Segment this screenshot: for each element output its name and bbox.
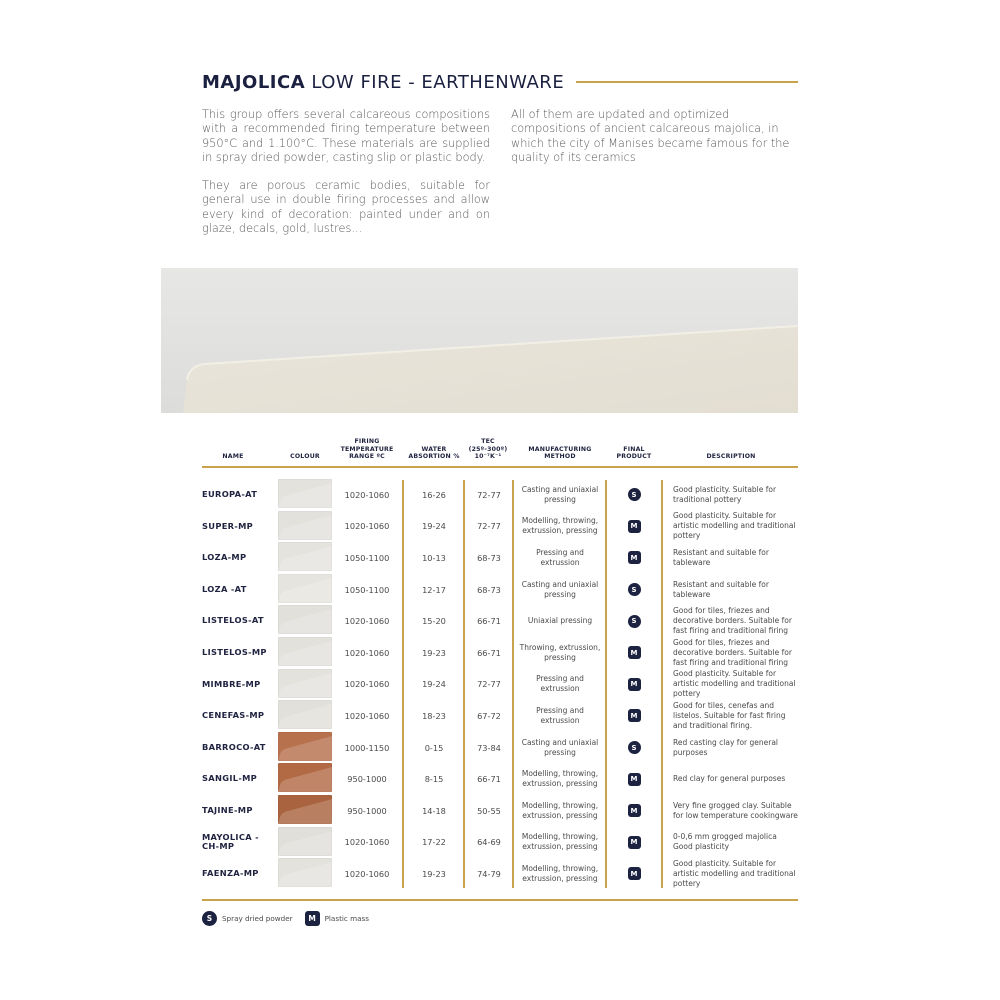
title-light: LOW FIRE - EARTHENWARE — [305, 71, 565, 93]
manufacturing-method: Modelling, throwing, extrussion, pressing — [521, 800, 599, 820]
material-name: BARROCO-AT — [202, 741, 266, 752]
water-absorption: 15-20 — [422, 616, 446, 627]
final-product-cell — [608, 605, 660, 637]
firing-range: 1020-1060 — [344, 868, 390, 879]
header-tec: TEC (25º-300º) 10⁻⁷K⁻¹ — [468, 438, 508, 460]
table-row — [202, 511, 798, 543]
header-firing: FIRING TEMPERATURE RANGE ºC — [340, 438, 394, 460]
material-description: Resistant and suitable for tableware — [673, 579, 769, 599]
final-product-cell — [608, 827, 660, 859]
material-description: Good plasticity. Suitable for artistic modelling and traditional pottery — [673, 511, 796, 541]
water-absorption: 19-23 — [422, 868, 446, 879]
header-colour: COLOUR — [290, 452, 320, 460]
material-description: Good plasticity. Suitable for artistic modelling and traditional pottery — [673, 858, 796, 888]
final-product-badge-icon: M — [628, 773, 641, 786]
table-row — [202, 479, 798, 511]
manufacturing-method: Pressing and extrussion — [536, 547, 584, 567]
table-row — [202, 732, 798, 764]
final-product-cell — [608, 732, 660, 764]
table-row — [202, 700, 798, 732]
firing-range: 1020-1060 — [344, 679, 390, 690]
final-product-cell — [608, 574, 660, 606]
title-rule — [576, 81, 798, 83]
table-row — [202, 827, 798, 859]
firing-range: 950-1000 — [347, 805, 387, 816]
final-product-badge-icon: S — [628, 488, 641, 501]
material-name: FAENZA-MP — [202, 868, 259, 879]
water-absorption: 8-15 — [424, 774, 444, 785]
manufacturing-method: Throwing, extrussion, pressing — [519, 642, 601, 662]
table-row — [202, 763, 798, 795]
tec-value: 66-71 — [477, 647, 501, 658]
legend-spray-label: Spray dried powder — [222, 913, 293, 923]
intro-column-1 — [202, 108, 490, 236]
water-absorption: 19-24 — [422, 679, 446, 690]
material-name: CENEFAS-MP — [202, 710, 265, 721]
firing-range: 950-1000 — [347, 774, 387, 785]
water-absorption: 16-26 — [422, 489, 446, 500]
final-product-badge-icon: S — [628, 615, 641, 628]
final-product-cell — [608, 542, 660, 574]
firing-range: 1020-1060 — [344, 489, 390, 500]
manufacturing-method: Casting and uniaxial pressing — [521, 484, 599, 504]
manufacturing-method: Modelling, throwing, extrussion, pressing — [521, 516, 599, 536]
water-absorption: 18-23 — [422, 710, 446, 721]
firing-range: 1020-1060 — [344, 521, 390, 532]
manufacturing-method: Modelling, throwing, extrussion, pressing — [521, 832, 599, 852]
colour-swatch — [278, 763, 332, 792]
firing-range: 1020-1060 — [344, 616, 390, 627]
colour-swatch — [278, 795, 332, 824]
final-product-cell — [608, 637, 660, 669]
header-method: MANUFACTURING METHOD — [528, 445, 592, 460]
table-row — [202, 605, 798, 637]
tec-value: 74-79 — [477, 868, 501, 879]
final-product-badge-icon: S — [628, 741, 641, 754]
water-absorption: 19-23 — [422, 647, 446, 658]
final-product-badge-icon: M — [628, 646, 641, 659]
firing-range: 1000-1150 — [344, 742, 390, 753]
legend-item-spray — [202, 911, 293, 926]
header-name: NAME — [222, 452, 244, 460]
firing-range: 1050-1100 — [344, 584, 390, 595]
final-product-cell — [608, 795, 660, 827]
material-name: LISTELOS-AT — [202, 615, 264, 626]
final-product-badge-icon: S — [628, 583, 641, 596]
material-name: LOZA -AT — [202, 583, 247, 594]
tec-value: 50-55 — [477, 805, 501, 816]
legend-plastic-label: Plastic mass — [324, 913, 370, 923]
water-absorption: 10-13 — [422, 552, 446, 563]
material-description: 0-0,6 mm grogged majolica Good plasticity — [673, 832, 777, 852]
manufacturing-method: Casting and uniaxial pressing — [521, 737, 599, 757]
tec-value: 73-84 — [477, 742, 501, 753]
colour-swatch — [278, 542, 332, 571]
colour-swatch — [278, 669, 332, 698]
ceramic-slab-illustration — [161, 268, 798, 413]
intro-paragraph-2: They are porous ceramic bodies, suitable for general use in double firing processes and allow every kind of decoration: painted under and on glaze, decals, gold, lustres... — [202, 179, 490, 236]
firing-range: 1050-1100 — [344, 552, 390, 563]
material-description: Good for tiles, friezes and decorative borders. Suitable for fast firing and traditional firing — [673, 606, 792, 636]
final-product-cell — [608, 858, 660, 890]
final-product-cell — [608, 763, 660, 795]
material-description: Good plasticity. Suitable for artistic modelling and traditional pottery — [673, 669, 796, 699]
header-product: FINAL PRODUCT — [616, 445, 652, 460]
page-title — [202, 70, 798, 94]
spray-dried-badge-icon: S — [202, 911, 217, 926]
material-description: Red clay for general purposes — [673, 774, 786, 784]
header-description: DESCRIPTION — [706, 452, 756, 460]
firing-range: 1020-1060 — [344, 837, 390, 848]
final-product-cell — [608, 669, 660, 701]
firing-range: 1020-1060 — [344, 647, 390, 658]
final-product-badge-icon: M — [628, 836, 641, 849]
table-row — [202, 637, 798, 669]
water-absorption: 17-22 — [422, 837, 446, 848]
final-product-cell — [608, 511, 660, 543]
colour-swatch — [278, 605, 332, 634]
colour-swatch — [278, 479, 332, 508]
table-row — [202, 669, 798, 701]
manufacturing-method: Pressing and extrussion — [536, 674, 584, 694]
manufacturing-method: Pressing and extrussion — [536, 705, 584, 725]
tec-value: 64-69 — [477, 837, 501, 848]
material-name: MIMBRE-MP — [202, 678, 261, 689]
colour-swatch — [278, 858, 332, 887]
water-absorption: 12-17 — [422, 584, 446, 595]
final-product-badge-icon: M — [628, 867, 641, 880]
manufacturing-method: Uniaxial pressing — [527, 616, 593, 626]
manufacturing-method: Modelling, throwing, extrussion, pressing — [521, 863, 599, 883]
final-product-badge-icon: M — [628, 804, 641, 817]
legend — [202, 910, 381, 926]
tec-value: 72-77 — [477, 679, 501, 690]
legend-item-plastic — [305, 911, 369, 926]
intro-paragraph-1: This group offers several calcareous compositions with a recommended firing temperature between 950°C and 1.100°C. These materials are supplied in spray dried powder, casting slip or plastic body. — [202, 108, 490, 164]
material-name: EUROPA-AT — [202, 489, 258, 500]
table-row — [202, 795, 798, 827]
final-product-badge-icon: M — [628, 520, 641, 533]
plastic-mass-badge-icon: M — [305, 911, 320, 926]
manufacturing-method: Casting and uniaxial pressing — [521, 579, 599, 599]
table-row — [202, 542, 798, 574]
tec-value: 66-71 — [477, 774, 501, 785]
material-name: SUPER-MP — [202, 520, 254, 531]
tec-value: 68-73 — [477, 584, 501, 595]
tec-value: 68-73 — [477, 552, 501, 563]
tec-value: 72-77 — [477, 521, 501, 532]
final-product-badge-icon: M — [628, 551, 641, 564]
table-row — [202, 574, 798, 606]
material-description: Good plasticity. Suitable for traditional pottery — [673, 484, 777, 504]
material-description: Red casting clay for general purposes — [673, 737, 779, 757]
material-name: LISTELOS-MP — [202, 647, 267, 658]
intro-paragraph-3: All of them are updated and optimized compositions of ancient calcareous majolica, in which the city of Manises became famous for the quality of its ceramics — [511, 108, 790, 164]
material-name: MAYOLICA -CH-MP — [202, 831, 259, 852]
intro-column-2 — [511, 108, 799, 165]
footer-rule — [202, 899, 798, 901]
colour-swatch — [278, 637, 332, 666]
final-product-badge-icon: M — [628, 678, 641, 691]
table-header — [202, 432, 798, 466]
material-name: LOZA-MP — [202, 552, 247, 563]
colour-swatch — [278, 574, 332, 603]
material-description: Good for tiles, cenefas and listelos. Suitable for fast firing and traditional firing. — [673, 700, 786, 730]
colour-swatch — [278, 732, 332, 761]
title-bold: MAJOLICA — [202, 71, 306, 93]
water-absorption: 14-18 — [422, 805, 446, 816]
tec-value: 72-77 — [477, 489, 501, 500]
final-product-cell — [608, 700, 660, 732]
header-water: WATER ABSORTION % — [408, 445, 460, 460]
ceramic-photo — [161, 268, 798, 413]
material-name: TAJINE-MP — [202, 805, 253, 816]
firing-range: 1020-1060 — [344, 710, 390, 721]
material-name: SANGIL-MP — [202, 773, 258, 784]
colour-swatch — [278, 827, 332, 856]
colour-swatch — [278, 700, 332, 729]
water-absorption: 0-15 — [424, 742, 444, 753]
tec-value: 66-71 — [477, 616, 501, 627]
material-description: Good for tiles, friezes and decorative borders. Suitable for fast firing and traditional firing — [673, 637, 792, 667]
colour-swatch — [278, 511, 332, 540]
final-product-cell — [608, 479, 660, 511]
tec-value: 67-72 — [477, 710, 501, 721]
header-rule — [202, 466, 798, 468]
manufacturing-method: Modelling, throwing, extrussion, pressing — [521, 769, 599, 789]
water-absorption: 19-24 — [422, 521, 446, 532]
material-description: Resistant and suitable for tableware — [673, 547, 769, 567]
material-description: Very fine grogged clay. Suitable for low temperature cookingware — [673, 800, 798, 820]
final-product-badge-icon: M — [628, 709, 641, 722]
table-row — [202, 858, 798, 890]
